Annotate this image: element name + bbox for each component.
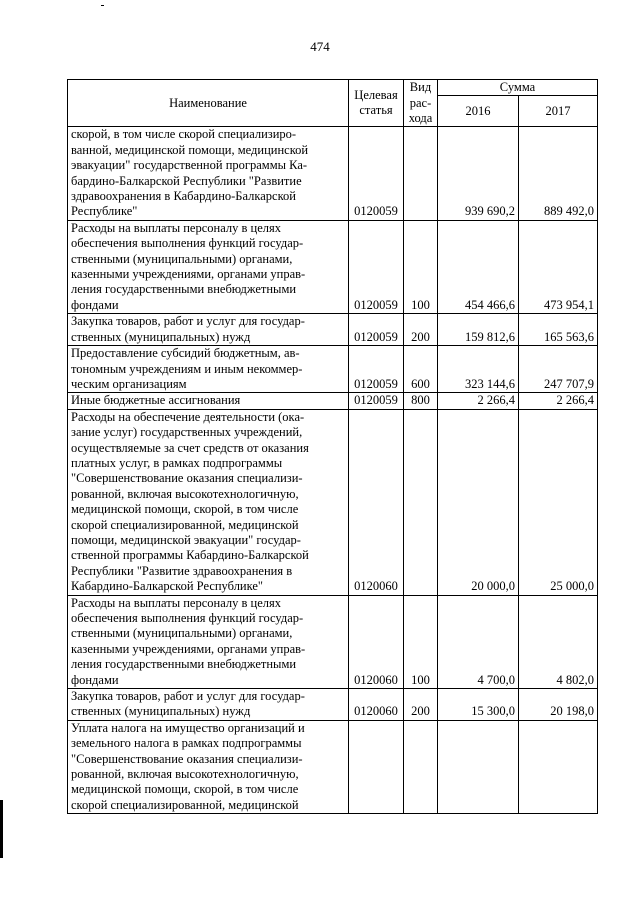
row-name-line: казенными учреждениями, органами управ- xyxy=(71,641,306,656)
row-name-line: бардино-Балкарской Республики "Развитие xyxy=(71,173,302,188)
row-target-article: 0120059 xyxy=(349,314,404,346)
row-expense-type xyxy=(404,127,438,220)
row-name-line: фондами xyxy=(71,297,119,312)
table-row xyxy=(68,393,598,409)
row-sum-2017: 473 954,1 xyxy=(519,220,598,313)
row-name-line: ственными (муниципальными) органами, xyxy=(71,626,293,641)
row-name-line: ванной, медицинской помощи, медицинской xyxy=(71,142,309,157)
row-sum-2016 xyxy=(438,720,519,813)
row-name-line: здравоохранения в Кабардино-Балкарской xyxy=(71,189,296,204)
header-year-2017: 2017 xyxy=(519,96,598,127)
row-target-article: 0120059 xyxy=(349,346,404,393)
row-sum-2017: 2 266,4 xyxy=(519,393,598,409)
row-expense-type: 100 xyxy=(404,595,438,688)
row-name-line: скорой специализированной, медицинской xyxy=(71,517,299,532)
row-name-line: ственных (муниципальных) нужд xyxy=(71,329,251,344)
row-name xyxy=(68,393,349,409)
row-name-line: обеспечения выполнения функций государ- xyxy=(71,611,304,625)
row-name-line: помощи, медицинской эвакуации" государ- xyxy=(71,532,301,547)
row-sum-2016: 454 466,6 xyxy=(438,220,519,313)
row-name-line: Республике" xyxy=(71,204,138,219)
row-name-line: ления государственными внебюджетными xyxy=(71,282,297,297)
row-target-article: 0120060 xyxy=(349,595,404,688)
row-name-line: ственными (муниципальными) органами, xyxy=(71,251,293,266)
row-expense-type xyxy=(404,409,438,595)
row-target-article: 0120059 xyxy=(349,220,404,313)
row-sum-2016: 20 000,0 xyxy=(438,409,519,595)
row-name xyxy=(68,346,349,393)
row-name-line: рованной, включая высокотехнологичную, xyxy=(71,486,299,501)
row-sum-2016: 15 300,0 xyxy=(438,689,519,721)
row-sum-2017: 20 198,0 xyxy=(519,689,598,721)
row-sum-2017: 4 802,0 xyxy=(519,595,598,688)
budget-table xyxy=(67,79,598,814)
binding-mark xyxy=(0,800,3,858)
row-name-line: Кабардино-Балкарской Республике" xyxy=(71,579,264,594)
page-number: 474 xyxy=(310,39,330,54)
row-name-line: платных услуг, в рамках подпрограммы xyxy=(71,455,283,470)
row-expense-type: 600 xyxy=(404,346,438,393)
row-sum-2017: 247 707,9 xyxy=(519,346,598,393)
row-sum-2016: 4 700,0 xyxy=(438,595,519,688)
row-target-article: 0120060 xyxy=(349,689,404,721)
row-expense-type xyxy=(404,720,438,813)
row-sum-2016: 939 690,2 xyxy=(438,127,519,220)
row-expense-type: 100 xyxy=(404,220,438,313)
row-name-line: тономным учреждениям и иным некоммер- xyxy=(71,361,303,376)
row-name-line: Республики "Развитие здравоохранения в xyxy=(71,563,293,578)
row-name-line: земельного налога в рамках подпрограммы xyxy=(71,736,302,751)
table-row xyxy=(68,314,598,346)
row-name-line: ления государственными внебюджетными xyxy=(71,657,297,672)
row-name-line: "Совершенствование оказания специализи- xyxy=(71,471,303,486)
table-row xyxy=(68,409,598,595)
row-name-line: рованной, включая высокотехнологичную, xyxy=(71,767,299,782)
table-row xyxy=(68,220,598,313)
row-sum-2016: 159 812,6 xyxy=(438,314,519,346)
row-target-article: 0120059 xyxy=(349,127,404,220)
row-name-line: Расходы на обеспечение деятельности (ока- xyxy=(71,409,305,424)
row-name-line: "Совершенствование оказания специализи- xyxy=(71,751,303,766)
row-name-line: скорой, в том числе скорой специализиро- xyxy=(71,127,297,142)
table-row xyxy=(68,720,598,813)
row-name xyxy=(68,409,349,595)
row-name-line: Уплата налога на имущество организаций и xyxy=(71,720,305,735)
row-name xyxy=(68,220,349,313)
row-sum-2017: 25 000,0 xyxy=(519,409,598,595)
row-target-article: 0120060 xyxy=(349,409,404,595)
table-row xyxy=(68,346,598,393)
row-sum-2016: 323 144,6 xyxy=(438,346,519,393)
table-row xyxy=(68,689,598,721)
row-sum-2017: 165 563,6 xyxy=(519,314,598,346)
row-sum-2017 xyxy=(519,720,598,813)
row-name-line: казенными учреждениями, органами управ- xyxy=(71,267,306,282)
scan-mark xyxy=(101,5,104,6)
header-sum: Сумма xyxy=(438,80,598,96)
header-year-2016: 2016 xyxy=(438,96,519,127)
row-expense-type: 800 xyxy=(404,393,438,409)
row-sum-2016: 2 266,4 xyxy=(438,393,519,409)
row-name-line: обеспечения выполнения функций государ- xyxy=(71,236,304,251)
row-name xyxy=(68,314,349,346)
header-expense-type: Вид рас- хода xyxy=(404,80,438,127)
header-name: Наименование xyxy=(68,80,349,127)
row-name xyxy=(68,689,349,721)
row-target-article: 0120059 xyxy=(349,393,404,409)
table-row xyxy=(68,127,598,220)
row-name-line: Закупка товаров, работ и услуг для государ- xyxy=(71,314,305,329)
row-name-line: медицинской помощи, скорой, в том числе xyxy=(71,502,299,517)
row-name-line: зание услуг) государственных учреждений, xyxy=(71,425,303,440)
row-name-line: Закупка товаров, работ и услуг для государ- xyxy=(71,689,305,704)
row-name-line: ственной программы Кабардино-Балкарской xyxy=(71,548,309,563)
row-name xyxy=(68,595,349,688)
row-sum-2017: 889 492,0 xyxy=(519,127,598,220)
row-target-article xyxy=(349,720,404,813)
row-name-line: Иные бюджетные ассигнования xyxy=(71,393,241,408)
table-row xyxy=(68,595,598,688)
row-name-line: ственных (муниципальных) нужд xyxy=(71,704,251,719)
row-name-line: ческим организациям xyxy=(71,376,187,391)
row-name-line: эвакуации" государственной программы Ка- xyxy=(71,158,308,173)
row-name-line: скорой специализированной, медицинской xyxy=(71,797,299,812)
row-name-line: фондами xyxy=(71,672,119,687)
row-expense-type: 200 xyxy=(404,689,438,721)
header-target-article: Целевая статья xyxy=(349,80,404,127)
row-name xyxy=(68,720,349,813)
row-name-line: Расходы на выплаты персоналу в целях xyxy=(71,595,281,610)
row-name-line: осуществляемые за счет средств от оказания xyxy=(71,440,309,455)
row-name-line: медицинской помощи, скорой, в том числе xyxy=(71,782,299,797)
row-name-line: Предоставление субсидий бюджетным, ав- xyxy=(71,346,300,361)
row-name-line: Расходы на выплаты персоналу в целях xyxy=(71,220,281,235)
row-name xyxy=(68,127,349,220)
row-expense-type: 200 xyxy=(404,314,438,346)
